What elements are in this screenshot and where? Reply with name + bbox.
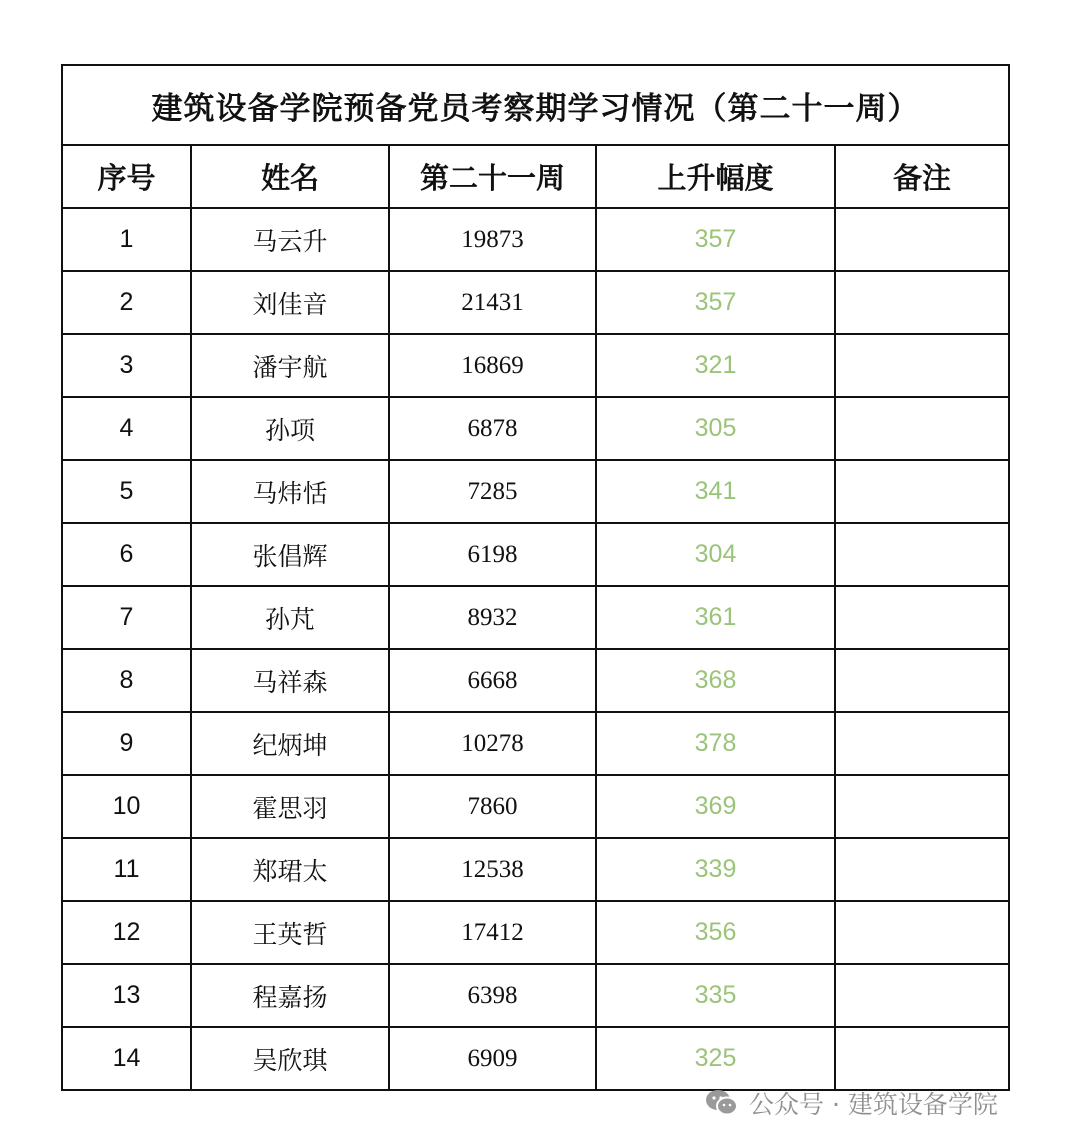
table-row	[62, 712, 1009, 775]
cell-rise: 361	[596, 586, 835, 649]
cell-rise: 357	[596, 271, 835, 334]
header-name: 姓名	[191, 145, 389, 208]
cell-week-score: 6398	[389, 964, 596, 1027]
cell-rise: 357	[596, 208, 835, 271]
table-row	[62, 775, 1009, 838]
cell-name: 纪炳坤	[191, 712, 389, 775]
cell-index: 13	[62, 964, 191, 1027]
cell-name: 程嘉扬	[191, 964, 389, 1027]
cell-week-score: 7285	[389, 460, 596, 523]
table-row	[62, 397, 1009, 460]
cell-index: 7	[62, 586, 191, 649]
table-row	[62, 460, 1009, 523]
cell-name: 孙芃	[191, 586, 389, 649]
cell-week-score: 6198	[389, 523, 596, 586]
header-index: 序号	[62, 145, 191, 208]
cell-remark	[835, 1027, 1009, 1090]
cell-name: 孙项	[191, 397, 389, 460]
cell-week-score: 10278	[389, 712, 596, 775]
cell-name: 吴欣琪	[191, 1027, 389, 1090]
cell-index: 11	[62, 838, 191, 901]
cell-index: 12	[62, 901, 191, 964]
cell-week-score: 6668	[389, 649, 596, 712]
cell-rise: 378	[596, 712, 835, 775]
cell-rise: 335	[596, 964, 835, 1027]
cell-remark	[835, 964, 1009, 1027]
wechat-icon	[705, 1088, 739, 1118]
cell-remark	[835, 712, 1009, 775]
cell-name: 张倡辉	[191, 523, 389, 586]
cell-name: 马云升	[191, 208, 389, 271]
header-row	[62, 145, 1009, 208]
cell-name: 王英哲	[191, 901, 389, 964]
cell-week-score: 12538	[389, 838, 596, 901]
table-row	[62, 838, 1009, 901]
cell-week-score: 16869	[389, 334, 596, 397]
cell-name: 郑珺太	[191, 838, 389, 901]
cell-week-score: 7860	[389, 775, 596, 838]
table-row	[62, 586, 1009, 649]
header-remark: 备注	[835, 145, 1009, 208]
table-row	[62, 901, 1009, 964]
cell-remark	[835, 334, 1009, 397]
cell-name: 刘佳音	[191, 271, 389, 334]
table-body	[62, 208, 1009, 1090]
cell-remark	[835, 523, 1009, 586]
cell-name: 马祥森	[191, 649, 389, 712]
study-table	[61, 64, 1010, 1091]
table-row	[62, 649, 1009, 712]
watermark	[705, 1083, 998, 1123]
cell-week-score: 17412	[389, 901, 596, 964]
table-row	[62, 208, 1009, 271]
cell-index: 8	[62, 649, 191, 712]
cell-rise: 341	[596, 460, 835, 523]
table-row	[62, 271, 1009, 334]
cell-rise: 321	[596, 334, 835, 397]
cell-rise: 339	[596, 838, 835, 901]
table-row	[62, 523, 1009, 586]
cell-week-score: 8932	[389, 586, 596, 649]
cell-index: 6	[62, 523, 191, 586]
table-row	[62, 964, 1009, 1027]
cell-remark	[835, 838, 1009, 901]
cell-remark	[835, 586, 1009, 649]
cell-remark	[835, 460, 1009, 523]
cell-rise: 356	[596, 901, 835, 964]
cell-name: 马炜恬	[191, 460, 389, 523]
cell-index: 9	[62, 712, 191, 775]
cell-remark	[835, 397, 1009, 460]
header-rise: 上升幅度	[596, 145, 835, 208]
watermark-text: 公众号 · 建筑设备学院	[749, 1090, 998, 1119]
cell-index: 10	[62, 775, 191, 838]
cell-remark	[835, 775, 1009, 838]
cell-index: 4	[62, 397, 191, 460]
table-title: 建筑设备学院预备党员考察期学习情况（第二十一周）	[62, 65, 1009, 145]
cell-index: 3	[62, 334, 191, 397]
cell-index: 2	[62, 271, 191, 334]
study-report-sheet	[61, 64, 1008, 1091]
cell-rise: 325	[596, 1027, 835, 1090]
cell-week-score: 19873	[389, 208, 596, 271]
cell-index: 1	[62, 208, 191, 271]
cell-remark	[835, 649, 1009, 712]
table-row	[62, 1027, 1009, 1090]
cell-rise: 305	[596, 397, 835, 460]
cell-week-score: 21431	[389, 271, 596, 334]
cell-index: 5	[62, 460, 191, 523]
cell-rise: 304	[596, 523, 835, 586]
cell-remark	[835, 271, 1009, 334]
cell-rise: 368	[596, 649, 835, 712]
cell-name: 潘宇航	[191, 334, 389, 397]
cell-name: 霍思羽	[191, 775, 389, 838]
cell-index: 14	[62, 1027, 191, 1090]
cell-remark	[835, 208, 1009, 271]
cell-remark	[835, 901, 1009, 964]
header-week: 第二十一周	[389, 145, 596, 208]
table-row	[62, 334, 1009, 397]
cell-week-score: 6878	[389, 397, 596, 460]
cell-week-score: 6909	[389, 1027, 596, 1090]
cell-rise: 369	[596, 775, 835, 838]
